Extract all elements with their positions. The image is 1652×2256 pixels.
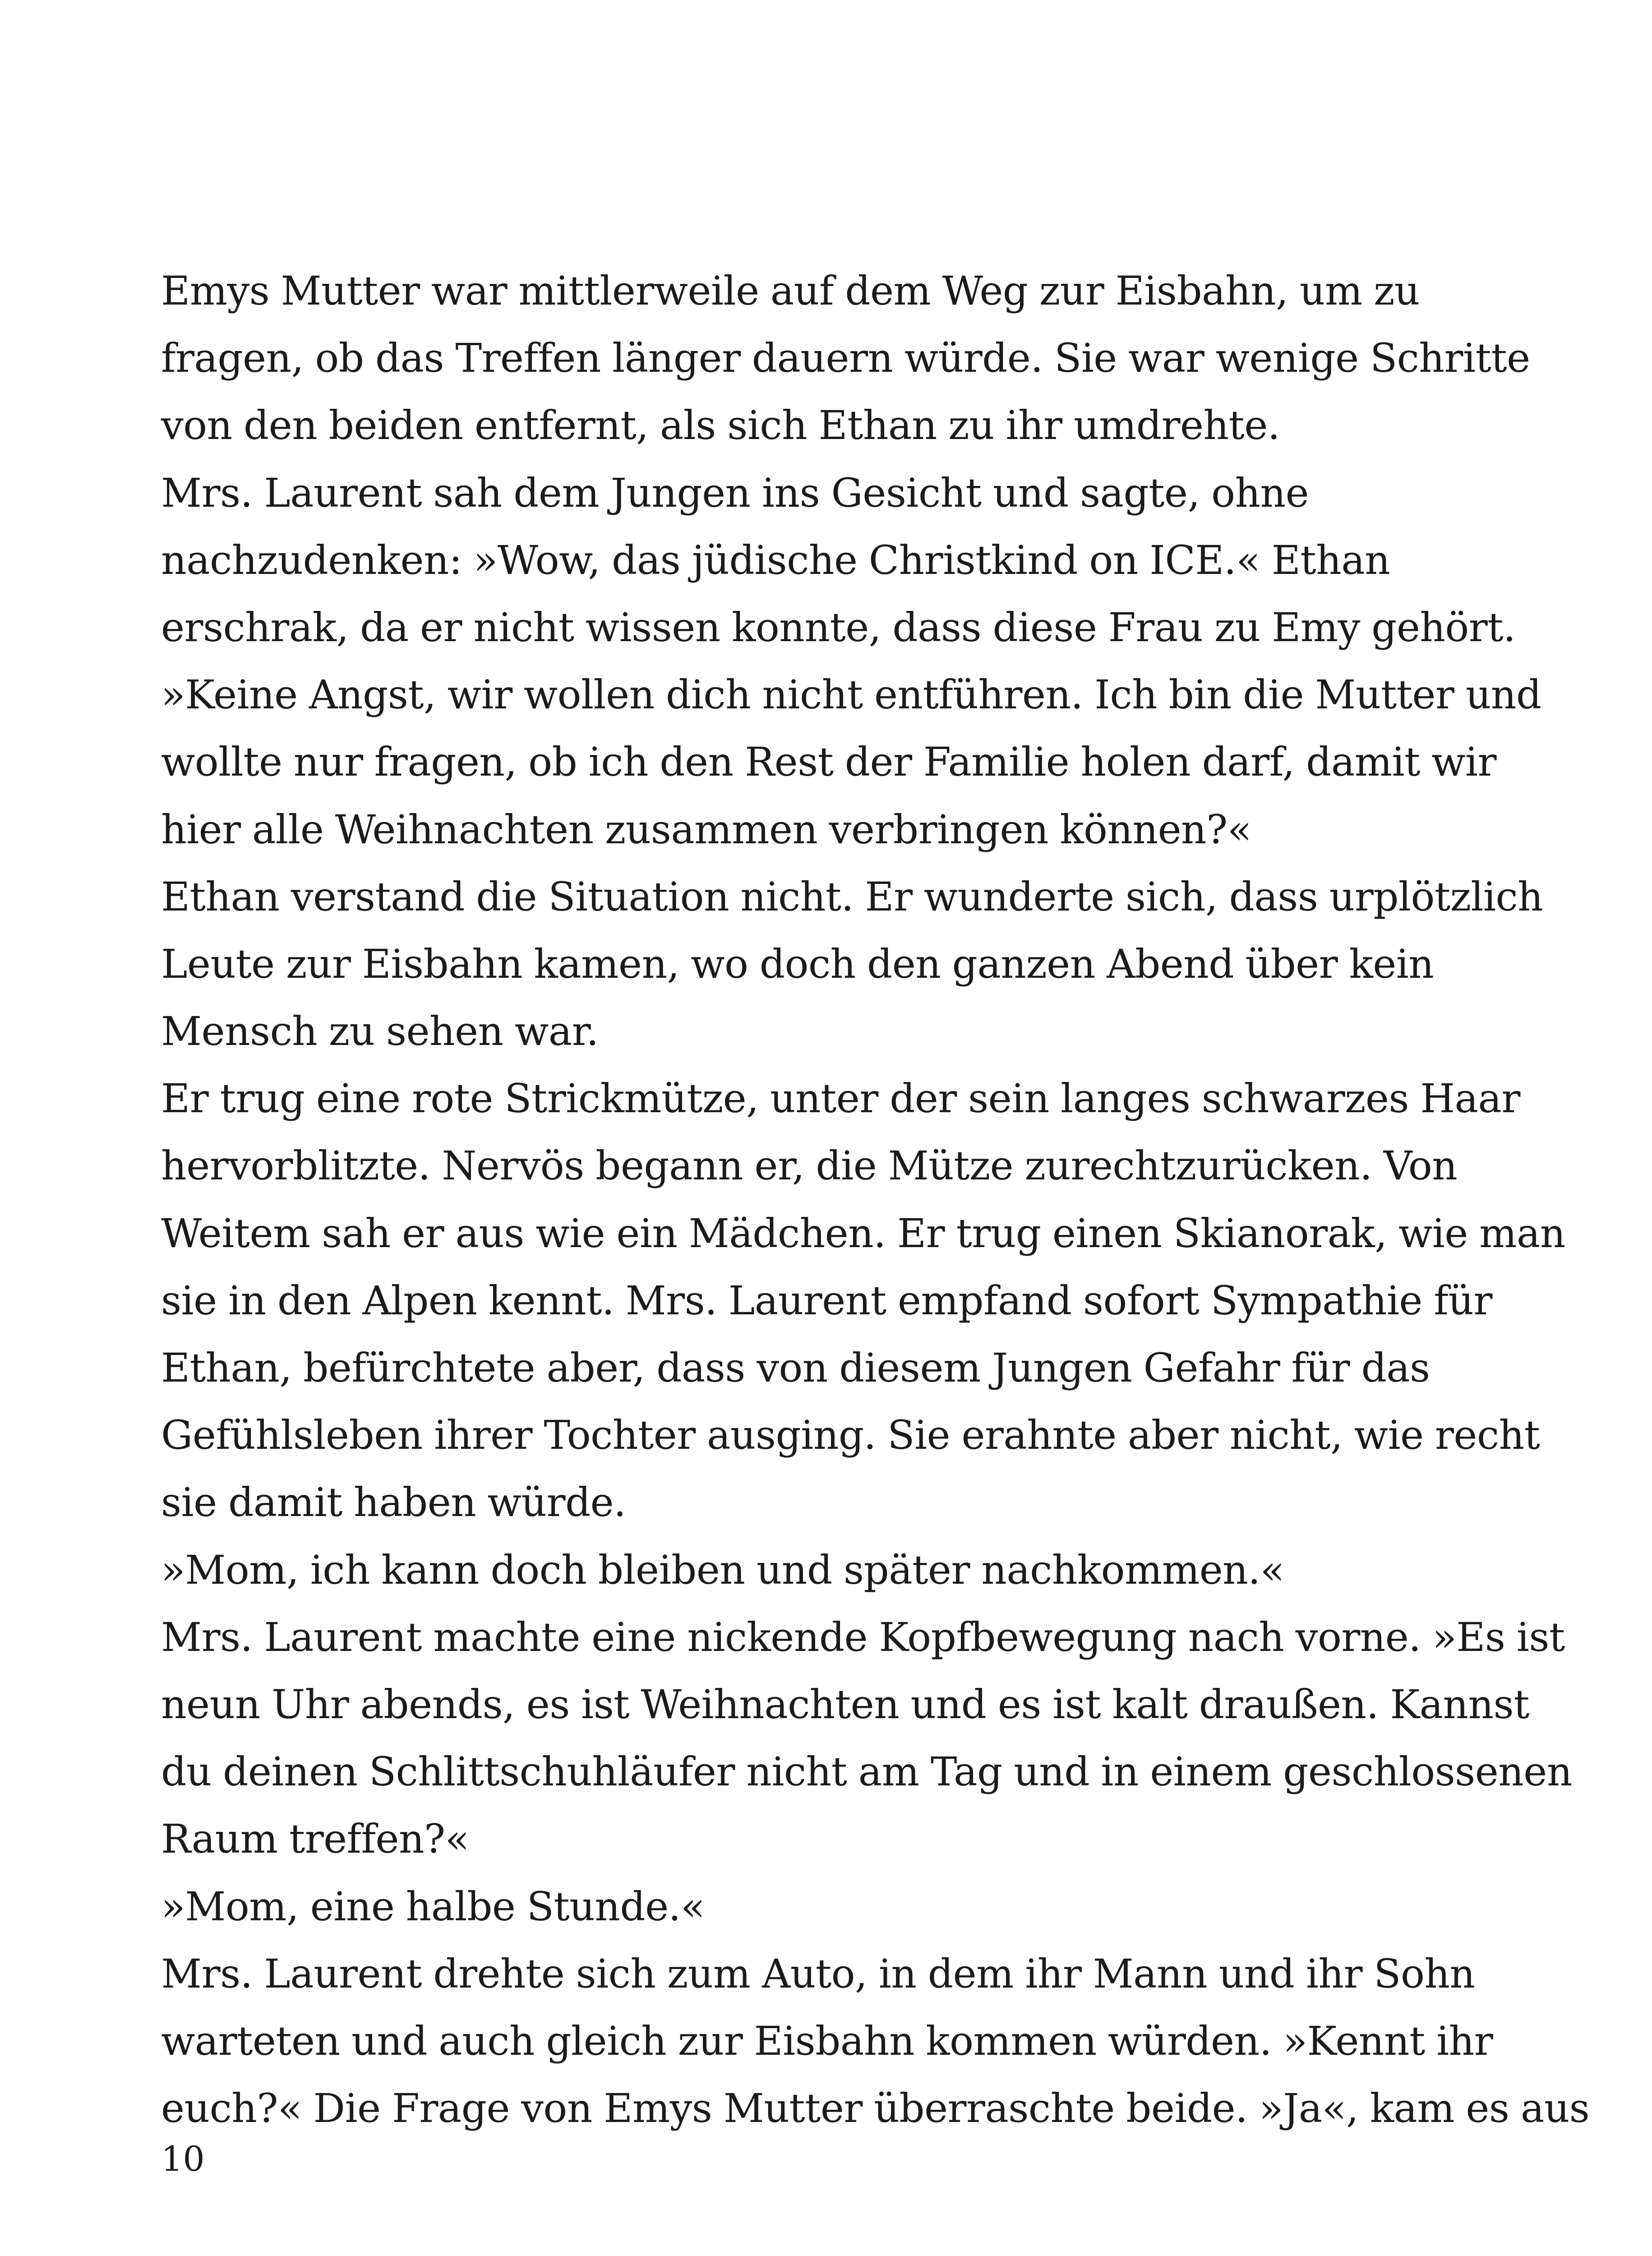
text-line: Mrs. Laurent sah dem Jungen ins Gesicht und sagte, ohne xyxy=(161,469,1309,516)
text-line: Weitem sah er aus wie ein Mädchen. Er trug einen Skianorak, wie man xyxy=(161,1210,1565,1257)
page-number: 10 xyxy=(161,2139,205,2179)
text-line: sie damit haben würde. xyxy=(161,1479,626,1526)
text-line: fragen, ob das Treffen länger dauern würde. Sie war wenige Schritte xyxy=(161,335,1530,382)
text-line: Mrs. Laurent machte eine nickende Kopfbewegung nach vorne. »Es ist xyxy=(161,1613,1565,1660)
text-line: du deinen Schlittschuhläufer nicht am Tag und in einem geschlossenen xyxy=(161,1748,1572,1795)
text-line: Gefühlsleben ihrer Tochter ausging. Sie erahnte aber nicht, wie recht xyxy=(161,1412,1540,1459)
body-text xyxy=(161,257,1590,2142)
text-line: erschrak, da er nicht wissen konnte, dass diese Frau zu Emy gehört. xyxy=(161,604,1516,651)
text-line: Leute zur Eisbahn kamen, wo doch den ganzen Abend über kein xyxy=(161,940,1434,987)
text-line: sie in den Alpen kennt. Mrs. Laurent empfand sofort Sympathie für xyxy=(161,1277,1492,1324)
text-line: »Mom, eine halbe Stunde.« xyxy=(161,1883,705,1930)
text-line: Raum treffen?« xyxy=(161,1816,469,1863)
text-line: neun Uhr abends, es ist Weihnachten und es ist kalt draußen. Kannst xyxy=(161,1681,1529,1728)
text-line: wollte nur fragen, ob ich den Rest der Familie holen darf, damit wir xyxy=(161,739,1496,786)
text-line: hier alle Weihnachten zusammen verbringen können?« xyxy=(161,806,1251,853)
text-line: Mensch zu sehen war. xyxy=(161,1008,599,1055)
text-line: von den beiden entfernt, als sich Ethan zu ihr umdrehte. xyxy=(161,402,1280,449)
text-line: Emys Mutter war mittlerweile auf dem Weg zur Eisbahn, um zu xyxy=(161,268,1420,314)
text-line: warteten und auch gleich zur Eisbahn kommen würden. »Kennt ihr xyxy=(161,2017,1493,2064)
text-line: nachzudenken: »Wow, das jüdische Christkind on ICE.« Ethan xyxy=(161,536,1390,583)
text-line: euch?« Die Frage von Emys Mutter überraschte beide. »Ja«, kam es aus xyxy=(161,2085,1590,2132)
text-line: hervorblitzte. Nervös begann er, die Mütze zurechtzurücken. Von xyxy=(161,1142,1458,1189)
text-line: »Keine Angst, wir wollen dich nicht entführen. Ich bin die Mutter und xyxy=(161,671,1541,718)
text-line: Mrs. Laurent drehte sich zum Auto, in dem ihr Mann und ihr Sohn xyxy=(161,1950,1475,1997)
text-line: Ethan, befürchtete aber, dass von diesem Jungen Gefahr für das xyxy=(161,1345,1430,1391)
text-line: Er trug eine rote Strickmütze, unter der sein langes schwarzes Haar xyxy=(161,1075,1520,1122)
text-line: Ethan verstand die Situation nicht. Er wunderte sich, dass urplötzlich xyxy=(161,873,1543,920)
text-line: »Mom, ich kann doch bleiben und später nachkommen.« xyxy=(161,1546,1284,1593)
